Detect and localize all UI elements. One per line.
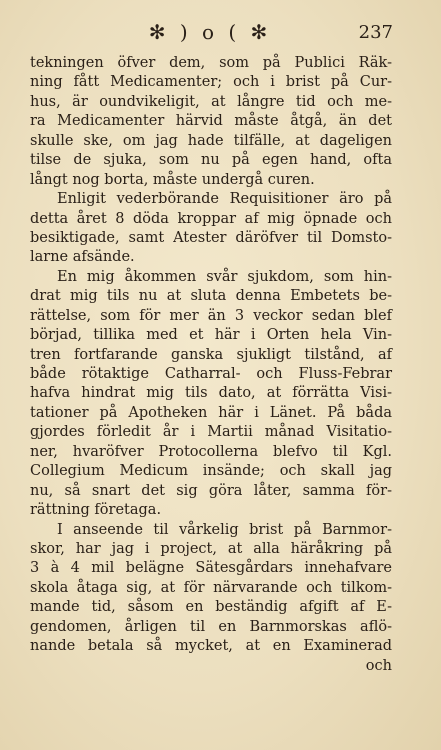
page-header [0,20,441,46]
text-line: En mig åkommen svår sjukdom, som hin- [57,268,392,285]
text-line: skola åtaga sig, at för närvarande och tilkom- [30,579,392,596]
text-line: Enligit vederbörande Requisitioner äro på [57,191,392,208]
text-line: detta året 8 döda kroppar af mig öpnade och [30,210,392,227]
header-ornament: ✻ ) o ( ✻ [148,20,272,44]
text-line: larne afsände. [30,249,135,266]
text-line: ning fått Medicamenter; och i brist på Cur- [30,74,392,91]
text-line: 3 à 4 mil belägne Sätesgårdars innehafvare [30,560,392,577]
text-line: tilse de sjuka, som nu på egen hand, ofta [30,152,392,169]
text-line: I anseende til vårkelig brist på Barnmor- [57,521,392,538]
text-line: hus, är oundvikeligit, at långre tid och me- [30,93,392,110]
body-text [30,54,392,676]
text-line: tationer på Apotheken här i Länet. På båda [30,404,392,421]
text-line: ra Medicamenter härvid måste åtgå, än det [30,113,392,130]
text-line: Collegium Medicum insände; och skall jag [30,463,392,480]
text-line: mande tid, såsom en beständig afgift af E- [30,599,392,616]
text-line: tren fortfarande ganska sjukligt tilstånd, af [30,346,392,363]
text-line: besiktigade, samt Atester däröfver til Domsto- [30,229,392,246]
text-line: nande betala så mycket, at en Examinerad [30,638,392,655]
text-line: långt nog borta, måste undergå curen. [30,171,315,188]
text-line: både rötaktige Catharral- och Fluss-Febrar [30,366,392,382]
text-line: ner, hvaröfver Protocollerna blefvo til Kgl. [30,443,392,460]
text-line: gendomen, årligen til en Barnmorskas aflö- [30,618,392,635]
text-line: nu, så snart det sig göra låter, samma för- [30,482,392,499]
text-line: börjad, tillika med et här i Orten hela Vin- [30,327,392,344]
text-line: drat mig tils nu at sluta denna Embetets be- [30,288,392,305]
text-line: rättning företaga. [30,502,162,519]
text-line: skulle ske, om jag hade tilfälle, at dageligen [30,132,392,149]
text-line: gjordes förledit år i Martii månad Visitatio- [30,424,392,441]
catchword: och [365,657,392,674]
text-line: hafva hindrat mig tils dato, at förrätta Visi- [30,385,392,402]
text-line: skor, har jag i project, at alla häråkring på [30,540,392,557]
text-line: tekningen öfver dem, som på Publici Räk- [30,55,392,71]
page-number: 237 [358,22,393,43]
text-line: rättelse, som för mer än 3 veckor sedan blef [30,307,392,324]
